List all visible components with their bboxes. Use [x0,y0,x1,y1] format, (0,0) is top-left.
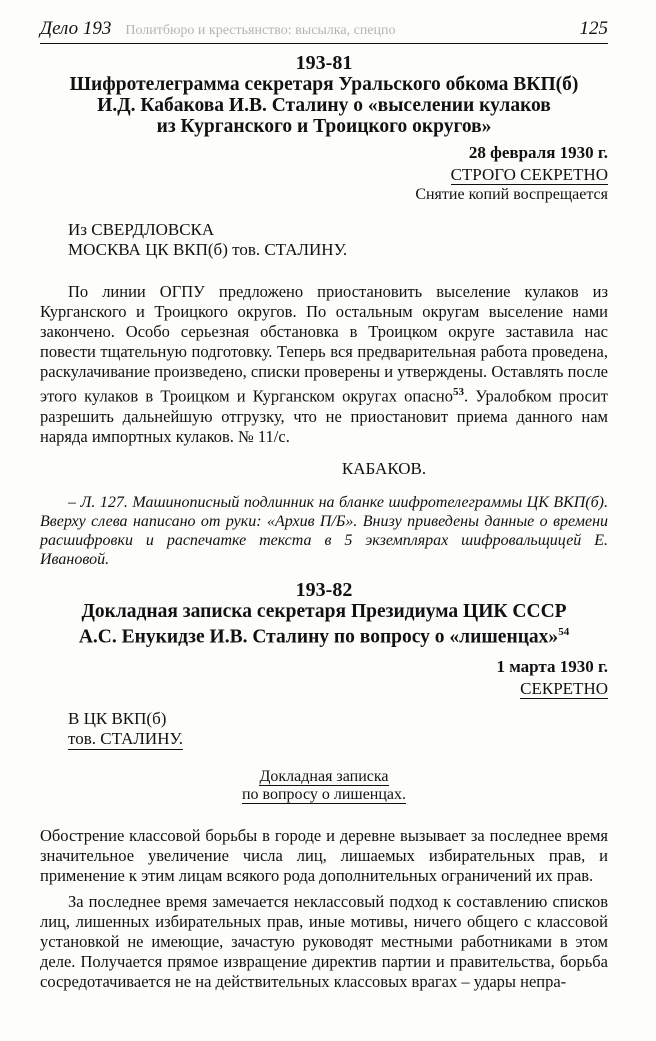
doc1-copy-notice: Снятие копий воспрещается [415,186,608,203]
doc1-classification [40,165,608,185]
doc2-classification [40,679,608,699]
doc1-title-line-1: Шифротелеграмма секретаря Уральского обкома ВКП(б) [69,74,579,95]
footnote-marker-54: 54 [558,625,570,638]
doc2-number: 193-82 [295,578,353,601]
doc1-archival-note: – Л. 127. Машинописный подлинник на бланке шифротелеграммы ЦК ВКП(б). Вверху слева написано от руки: «Архив П/Б». Внизу приведены данные о времени расшифровки и распечатке текста в 5 экземплярах шифровальщицей Е. Ивановой. [40,493,608,568]
doc2-paragraph-1: Обострение классовой борьбы в городе и деревне вызывает за последнее время значительное увеличение числа лиц, лишаемых избирательных прав, и применение к этим лицам всякого рода дополнительных ограничений их прав. [40,826,608,885]
doc2-title-line-2 [40,622,608,648]
doc2-title-line-1: Докладная записка секретаря Президиума ЦИК СССР [81,600,567,622]
page-number: 125 [579,18,608,39]
doc1-address-line-2: МОСКВА ЦК ВКП(б) тов. СТАЛИНУ. [68,240,348,259]
doc1-address-line-1: Из СВЕРДЛОВСКА [68,220,215,239]
doc2-memo-heading-line-1: Докладная записка [259,768,389,785]
doc2-memo-heading [40,768,608,804]
doc1-signature: КАБАКОВ. [341,458,427,478]
doc1-number: 193-81 [295,52,353,74]
doc1-title-line-2: И.Д. Кабакова И.В. Сталину о «выселении кулаков [97,95,551,116]
doc2-address-block [68,709,608,750]
doc2-memo-heading-line-2: по вопросу о лишенцах. [241,786,407,803]
doc1-classification-text: СТРОГО СЕКРЕТНО [450,165,608,184]
doc2-address-line-2 [68,729,608,750]
header-bleed-through-text: Политбюро и крестьянство: высылка, спецпо [125,23,396,38]
header-case-label: Дело 193 [40,18,112,39]
doc1-date: 28 февраля 1930 г. [468,143,608,162]
doc1-body-tail: . Уралобком просит разрешить дальнейшую отгрузку, что не приостановит приема данного нам наряда импортных кулаков. № 11/с. [40,386,608,446]
doc1-address-block [68,220,608,260]
doc2-title-line-2-text: А.С. Енукидзе И.В. Сталину по вопросу о «лишенцах» [78,626,559,647]
doc2-address-line-1: В ЦК ВКП(б) [68,709,167,728]
doc2-classification-text: СЕКРЕТНО [520,679,608,698]
doc1-title-line-3: из Курганского и Троицкого округов» [156,116,492,137]
doc1-body [40,282,608,447]
doc2-paragraph-2: За последнее время замечается неклассовый подход к составлению списков лиц, лишенных избирательных прав, иные мотивы, ничего общего с классовой установкой не имеющие, зачастую руководят местными работниками в этом деле. Получается прямое извращение директив партии и правительства, борьба сосредотачивается не на действительных классовых врагах – удары непра- [40,892,608,991]
footnote-marker-53: 53 [452,386,464,398]
doc2-address-line-2-text: тов. СТАЛИНУ. [68,729,183,748]
doc2-date: 1 марта 1930 г. [496,657,608,676]
doc1-body-main: По линии ОГПУ предложено приостановить выселение кулаков из Курганского и Троицкого округов. По остальным округам выселение нами закончено. Особо серьезная обстановка в Троицком округе заставила нас повести тщательную подготовку. Теперь вся предварительная работа проведена, раскулачивание произведено, списки проверены и утверждены. Оставлять после этого кулаков в Троицком и Курганском округах опасно [40,282,608,406]
running-header [40,0,608,44]
